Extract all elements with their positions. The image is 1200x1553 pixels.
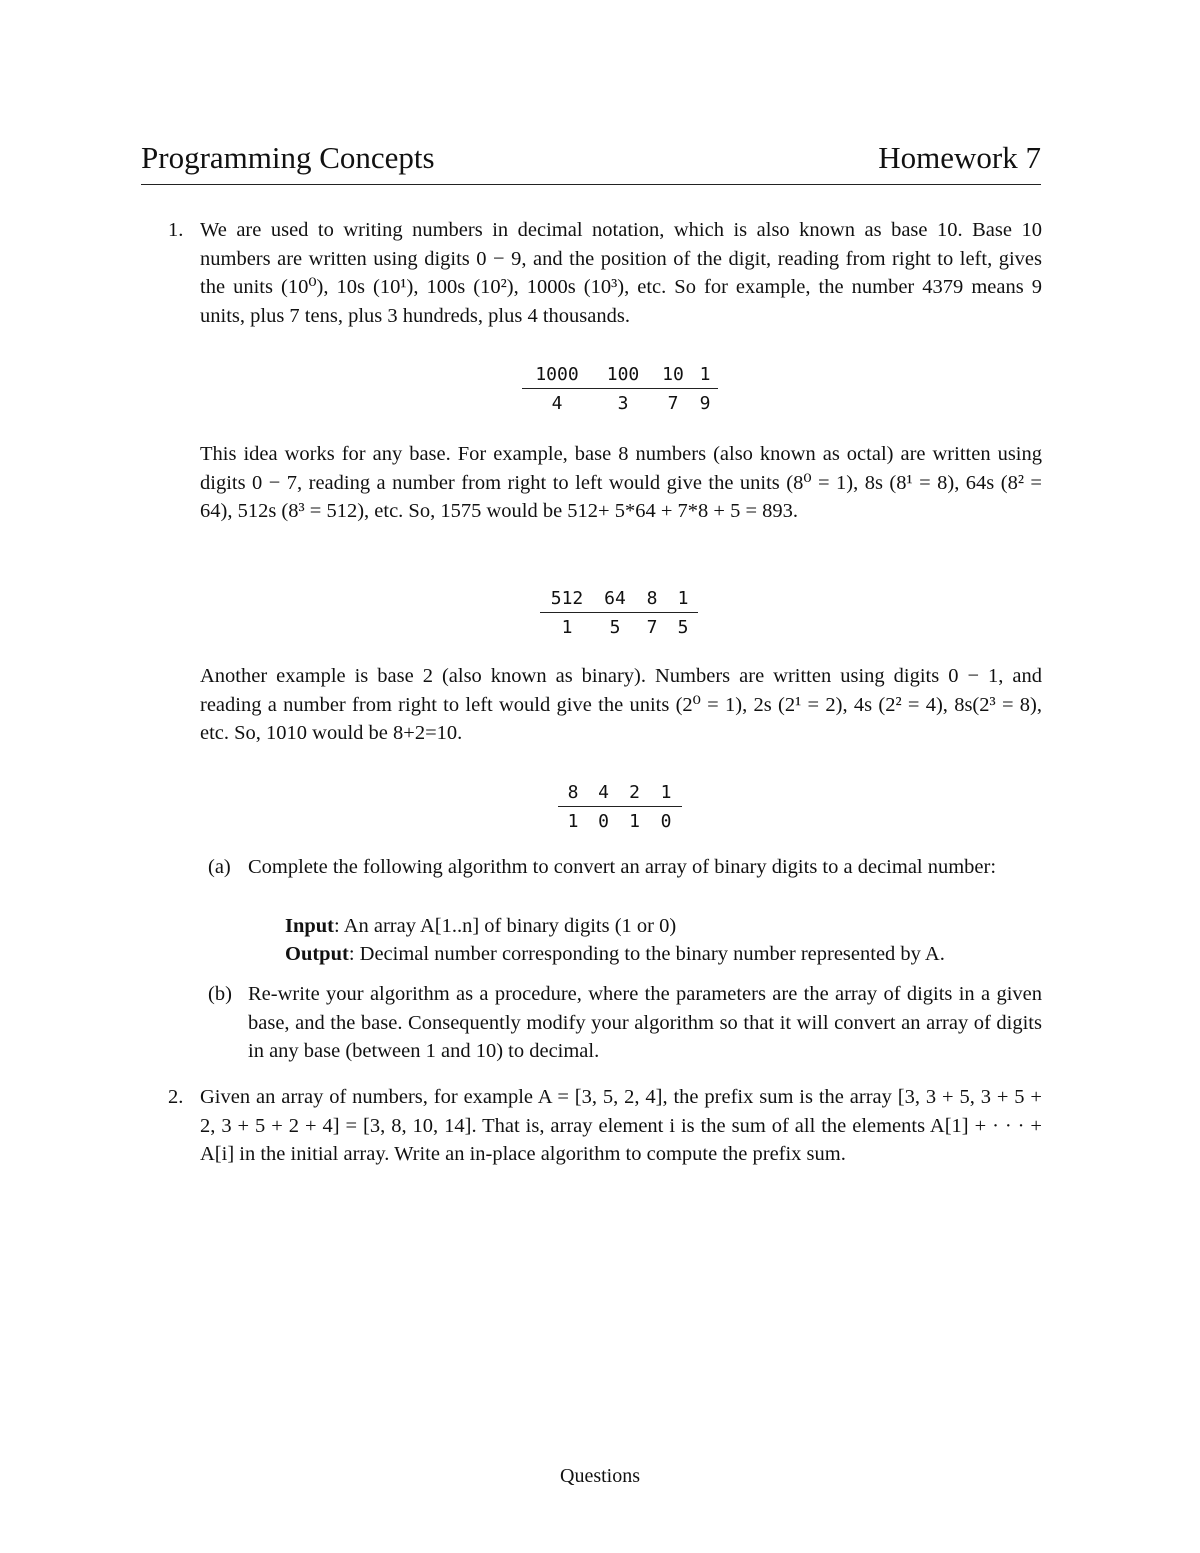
page-header <box>141 140 1041 185</box>
digit-row <box>522 389 718 417</box>
question-1-number: 1. <box>168 219 184 241</box>
place-value: 512 <box>550 587 584 609</box>
input-label: Input <box>285 915 335 937</box>
digit-row <box>558 807 682 835</box>
part-a-text: Complete the following algorithm to convert an array of binary digits to a decimal number: <box>248 856 997 878</box>
place-value: 1000 <box>535 363 579 385</box>
place-value: 64 <box>604 587 626 609</box>
digit: 5 <box>677 616 689 638</box>
output-label: Output <box>285 943 349 965</box>
place-value: 1 <box>660 781 672 803</box>
octal-paragraph: This idea works for any base. For example, base 8 numbers (also known as octal) are written using digits 0 − 7, reading a number from right to left would give the units (8⁰ = 1), 8s (8¹ = 8), 64s (8² = 64), 512s (8³ = 512), etc. So, 1575 would be 512+ 5*64 + 7*8 + 5 = 893. <box>200 443 1042 522</box>
place-value: 8 <box>567 781 579 803</box>
octal-place-table <box>540 584 698 641</box>
digit: 3 <box>617 392 629 414</box>
place-value: 8 <box>646 587 658 609</box>
digit: 9 <box>699 392 711 414</box>
place-value: 1 <box>677 587 689 609</box>
digit: 7 <box>646 616 658 638</box>
page-footer: Questions <box>560 1465 640 1487</box>
place-value-row <box>522 360 718 389</box>
question-2-text: Given an array of numbers, for example A = [3, 5, 2, 4], the prefix sum is the array [3, 3 + 5, 3 + 5 + 2, 3 + 5 + 2 + 4] = [3, 8, 10, 14]. That is, array element i is the sum of all the elements A[1] + · · · + A[i] in the initial array. Write an in-place algorithm to compute the prefix sum. <box>200 1086 1042 1165</box>
place-value-row <box>558 778 682 807</box>
digit: 0 <box>660 810 672 832</box>
place-value-row <box>540 584 698 613</box>
place-value: 4 <box>598 781 609 803</box>
digit: 7 <box>667 392 679 414</box>
part-b-label: (b) <box>208 983 232 1005</box>
digit-row <box>540 613 698 641</box>
part-a-label: (a) <box>208 856 231 878</box>
output-description: : Decimal number corresponding to the binary number represented by A. <box>348 943 945 965</box>
place-value: 1 <box>699 363 711 385</box>
part-b-text: Re-write your algorithm as a procedure, where the parameters are the array of digits in a given base, and the base. Consequently modify your algorithm so that it will convert an array of digits in any base (between 1 and 10) to decimal. <box>248 983 1042 1062</box>
part-a-output <box>285 940 1042 969</box>
course-title: Programming Concepts <box>141 140 435 175</box>
binary-paragraph: Another example is base 2 (also known as binary). Numbers are written using digits 0 − 1, and reading a number from right to left would give the units (2⁰ = 1), 2s (2¹ = 2), 4s (2² = 4), 8s(2³ = 8), etc. So, 1010 would be 8+2=10. <box>200 665 1042 744</box>
question-1-intro: We are used to writing numbers in decimal notation, which is also known as base 10. Base 10 numbers are written using digits 0 − 9, and the position of the digit, reading from right to left, gives the units (10⁰), 10s (10¹), 100s (10²), 1000s (10³), etc. So for example, the number 4379 means 9 units, plus 7 tens, plus 3 hundreds, plus 4 thousands. <box>200 219 1042 327</box>
digit: 5 <box>609 616 621 638</box>
decimal-place-table <box>522 360 718 417</box>
question-2-number: 2. <box>168 1086 184 1108</box>
place-value: 100 <box>606 363 640 385</box>
binary-place-table <box>558 778 682 835</box>
digit: 1 <box>561 616 573 638</box>
part-a-input <box>285 912 1042 941</box>
digit: 1 <box>629 810 640 832</box>
digit: 0 <box>598 810 609 832</box>
place-value: 10 <box>662 363 684 385</box>
digit: 1 <box>567 810 579 832</box>
digit: 4 <box>551 392 563 414</box>
homework-label: Homework 7 <box>878 140 1041 175</box>
place-value: 2 <box>629 781 640 803</box>
input-description: : An array A[1..n] of binary digits (1 or 0) <box>334 915 677 937</box>
